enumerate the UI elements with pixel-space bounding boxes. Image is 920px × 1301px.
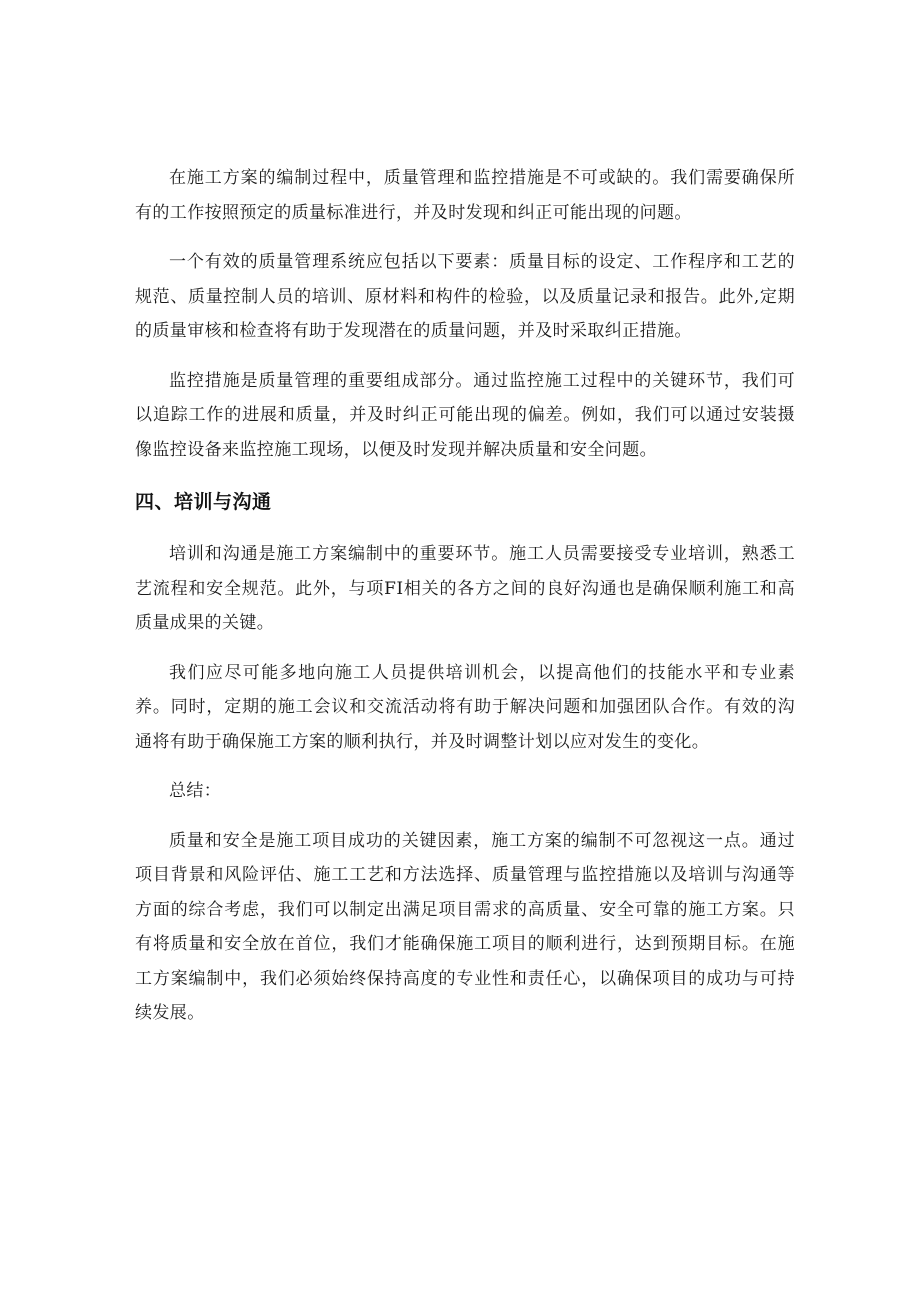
paragraph-summary: 质量和安全是施工项目成功的关键因素，施工方案的编制不可忽视这一点。通过项目背景和风险评估、施工工艺和方法选择、质量管理与监控措施以及培训与沟通等方面的综合考虑，我们可以制定出满足项目需求的高质量、安全可靠的施工方案。只有将质量和安全放在首位，我们才能确保施工项目的顺利进行，达到预期目标。在施工方案编制中，我们必须始终保持高度的专业性和责任心，以确保项目的成功与可持续发展。 <box>135 830 795 1023</box>
paragraph-monitoring-measures: 监控措施是质量管理的重要组成部分。通过监控施工过程中的关键环节，我们可以追踪工作的进展和质量，并及时纠正可能出现的偏差。例如，我们可以通过安装摄像监控设备来监控施工现场，以便及时发现并解决质量和安全问题。 <box>135 370 795 460</box>
section-heading-training: 四、培训与沟通 <box>135 491 272 513</box>
paragraph-quality-monitoring-intro: 在施工方案的编制过程中，质量管理和监控措施是不可或缺的。我们需要确保所有的工作按照预定的质量标准进行，并及时发现和纠正可能出现的问题。 <box>135 168 795 223</box>
paragraph-quality-system: 一个有效的质量管理系统应包括以下要素：质量目标的设定、工作程序和工艺的规范、质量控制人员的培训、原材料和构件的检验，以及质量记录和报告。此外,定期的质量审核和检查将有助于发现潜在的质量问题，并及时采取纠正措施。 <box>135 252 795 341</box>
paragraph-training-communication: 培训和沟通是施工方案编制中的重要环节。施工人员需要接受专业培训，熟悉工艺流程和安全规范。此外，与项FI相关的各方之间的良好沟通也是确保顺利施工和高质量成果的关键。 <box>135 544 795 633</box>
document-page <box>135 161 795 1031</box>
paragraph-training-opportunities: 我们应尽可能多地向施工人员提供培训机会，以提高他们的技能水平和专业素养。同时，定期的施工会议和交流活动将有助于解决问题和加强团队合作。有效的沟通将有助于确保施工方案的顺利执行，并及时调整计划以应对发生的变化。 <box>135 662 795 752</box>
summary-label: 总结： <box>169 781 222 801</box>
